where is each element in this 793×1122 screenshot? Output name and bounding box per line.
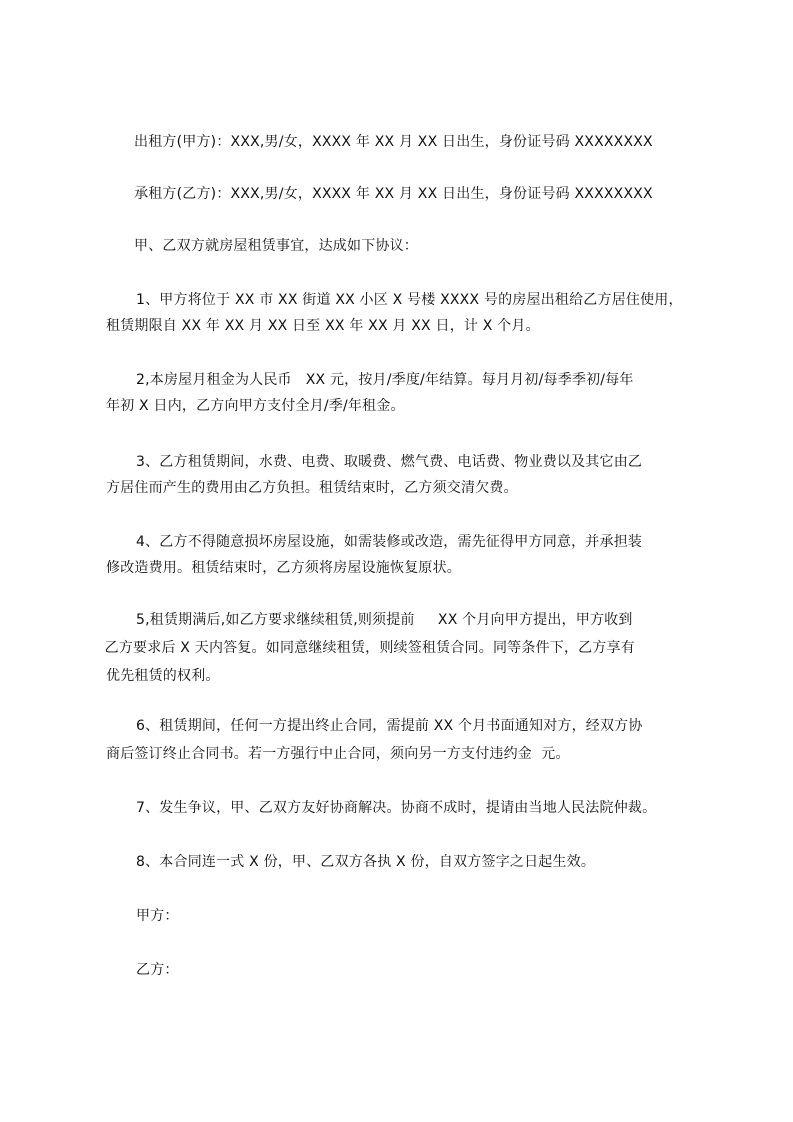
clause-5-line-2: 乙方要求后 X 天内答复。如同意继续租赁，则续签租赁合同。同等条件下，乙方享有 [100, 640, 635, 656]
lessee-text: 承租方(乙方)：XXX,男/女，XXXX 年 XX 月 XX 日出生，身份证号码 XXXXXXXX [134, 186, 653, 202]
clause-1-line-2: 租赁期限自 XX 年 XX 月 XX 日至 XX 年 XX 月 XX 日，计 X 个月。 [106, 318, 540, 334]
clause-8-line-1: 8、本合同连一式 X 份，甲、乙双方各执 X 份，自双方签字之日起生效。 [136, 854, 596, 870]
clause-3-line-2: 方居住而产生的费用由乙方负担。租赁结束时，乙方须交清欠费。 [106, 480, 518, 496]
clause-6-line-2: 商后签订终止合同书。若一方强行中止合同，须向另一方支付违约金 元。 [106, 746, 570, 762]
clause-6-line-1: 6、租赁期间，任何一方提出终止合同，需提前 XX 个月书面通知对方，经双方协 [136, 718, 643, 734]
clause-2-line-1: 2,本房屋月租金为人民币 XX 元，按月/季度/年结算。每月月初/每季季初/每年 [136, 372, 634, 388]
party-b-signature [0, 956, 793, 1040]
clause-4-line-2: 修改造费用。租赁结束时，乙方须将房屋设施恢复原状。 [106, 560, 461, 576]
clause-5-line-3: 优先租赁的权利。 [106, 668, 220, 684]
clause-2-line-2: 年初 X 日内，乙方向甲方支付全月/季/年租金。 [106, 398, 405, 414]
lessor-text: 出租方(甲方)：XXX,男/女，XXXX 年 XX 月 XX 日出生，身份证号码 XXXXXXXX [134, 134, 653, 150]
party-a-signature-label: 甲方： [136, 908, 179, 924]
party-b-signature-label: 乙方： [136, 962, 179, 978]
intro-text: 甲、乙双方就房屋租赁事宜，达成如下协议： [134, 238, 418, 254]
clause-4-line-1: 4、乙方不得随意损坏房屋设施，如需装修或改造，需先征得甲方同意，并承担装 [136, 534, 643, 550]
clause-5-line-1: 5,租赁期满后,如乙方要求继续租赁,则须提前 XX 个月向甲方提出，甲方收到 [136, 612, 633, 628]
clause-7-line-1: 7、发生争议，甲、乙双方友好协商解决。协商不成时，提请由当地人民法院仲裁。 [136, 800, 657, 816]
clause-1-line-1: 1、甲方将位于 XX 市 XX 街道 XX 小区 X 号楼 XXXX 号的房屋出租给乙方居住使用， [136, 292, 683, 308]
clause-3-line-1: 3、乙方租赁期间，水费、电费、取暖费、燃气费、电话费、物业费以及其它由乙 [136, 454, 643, 470]
